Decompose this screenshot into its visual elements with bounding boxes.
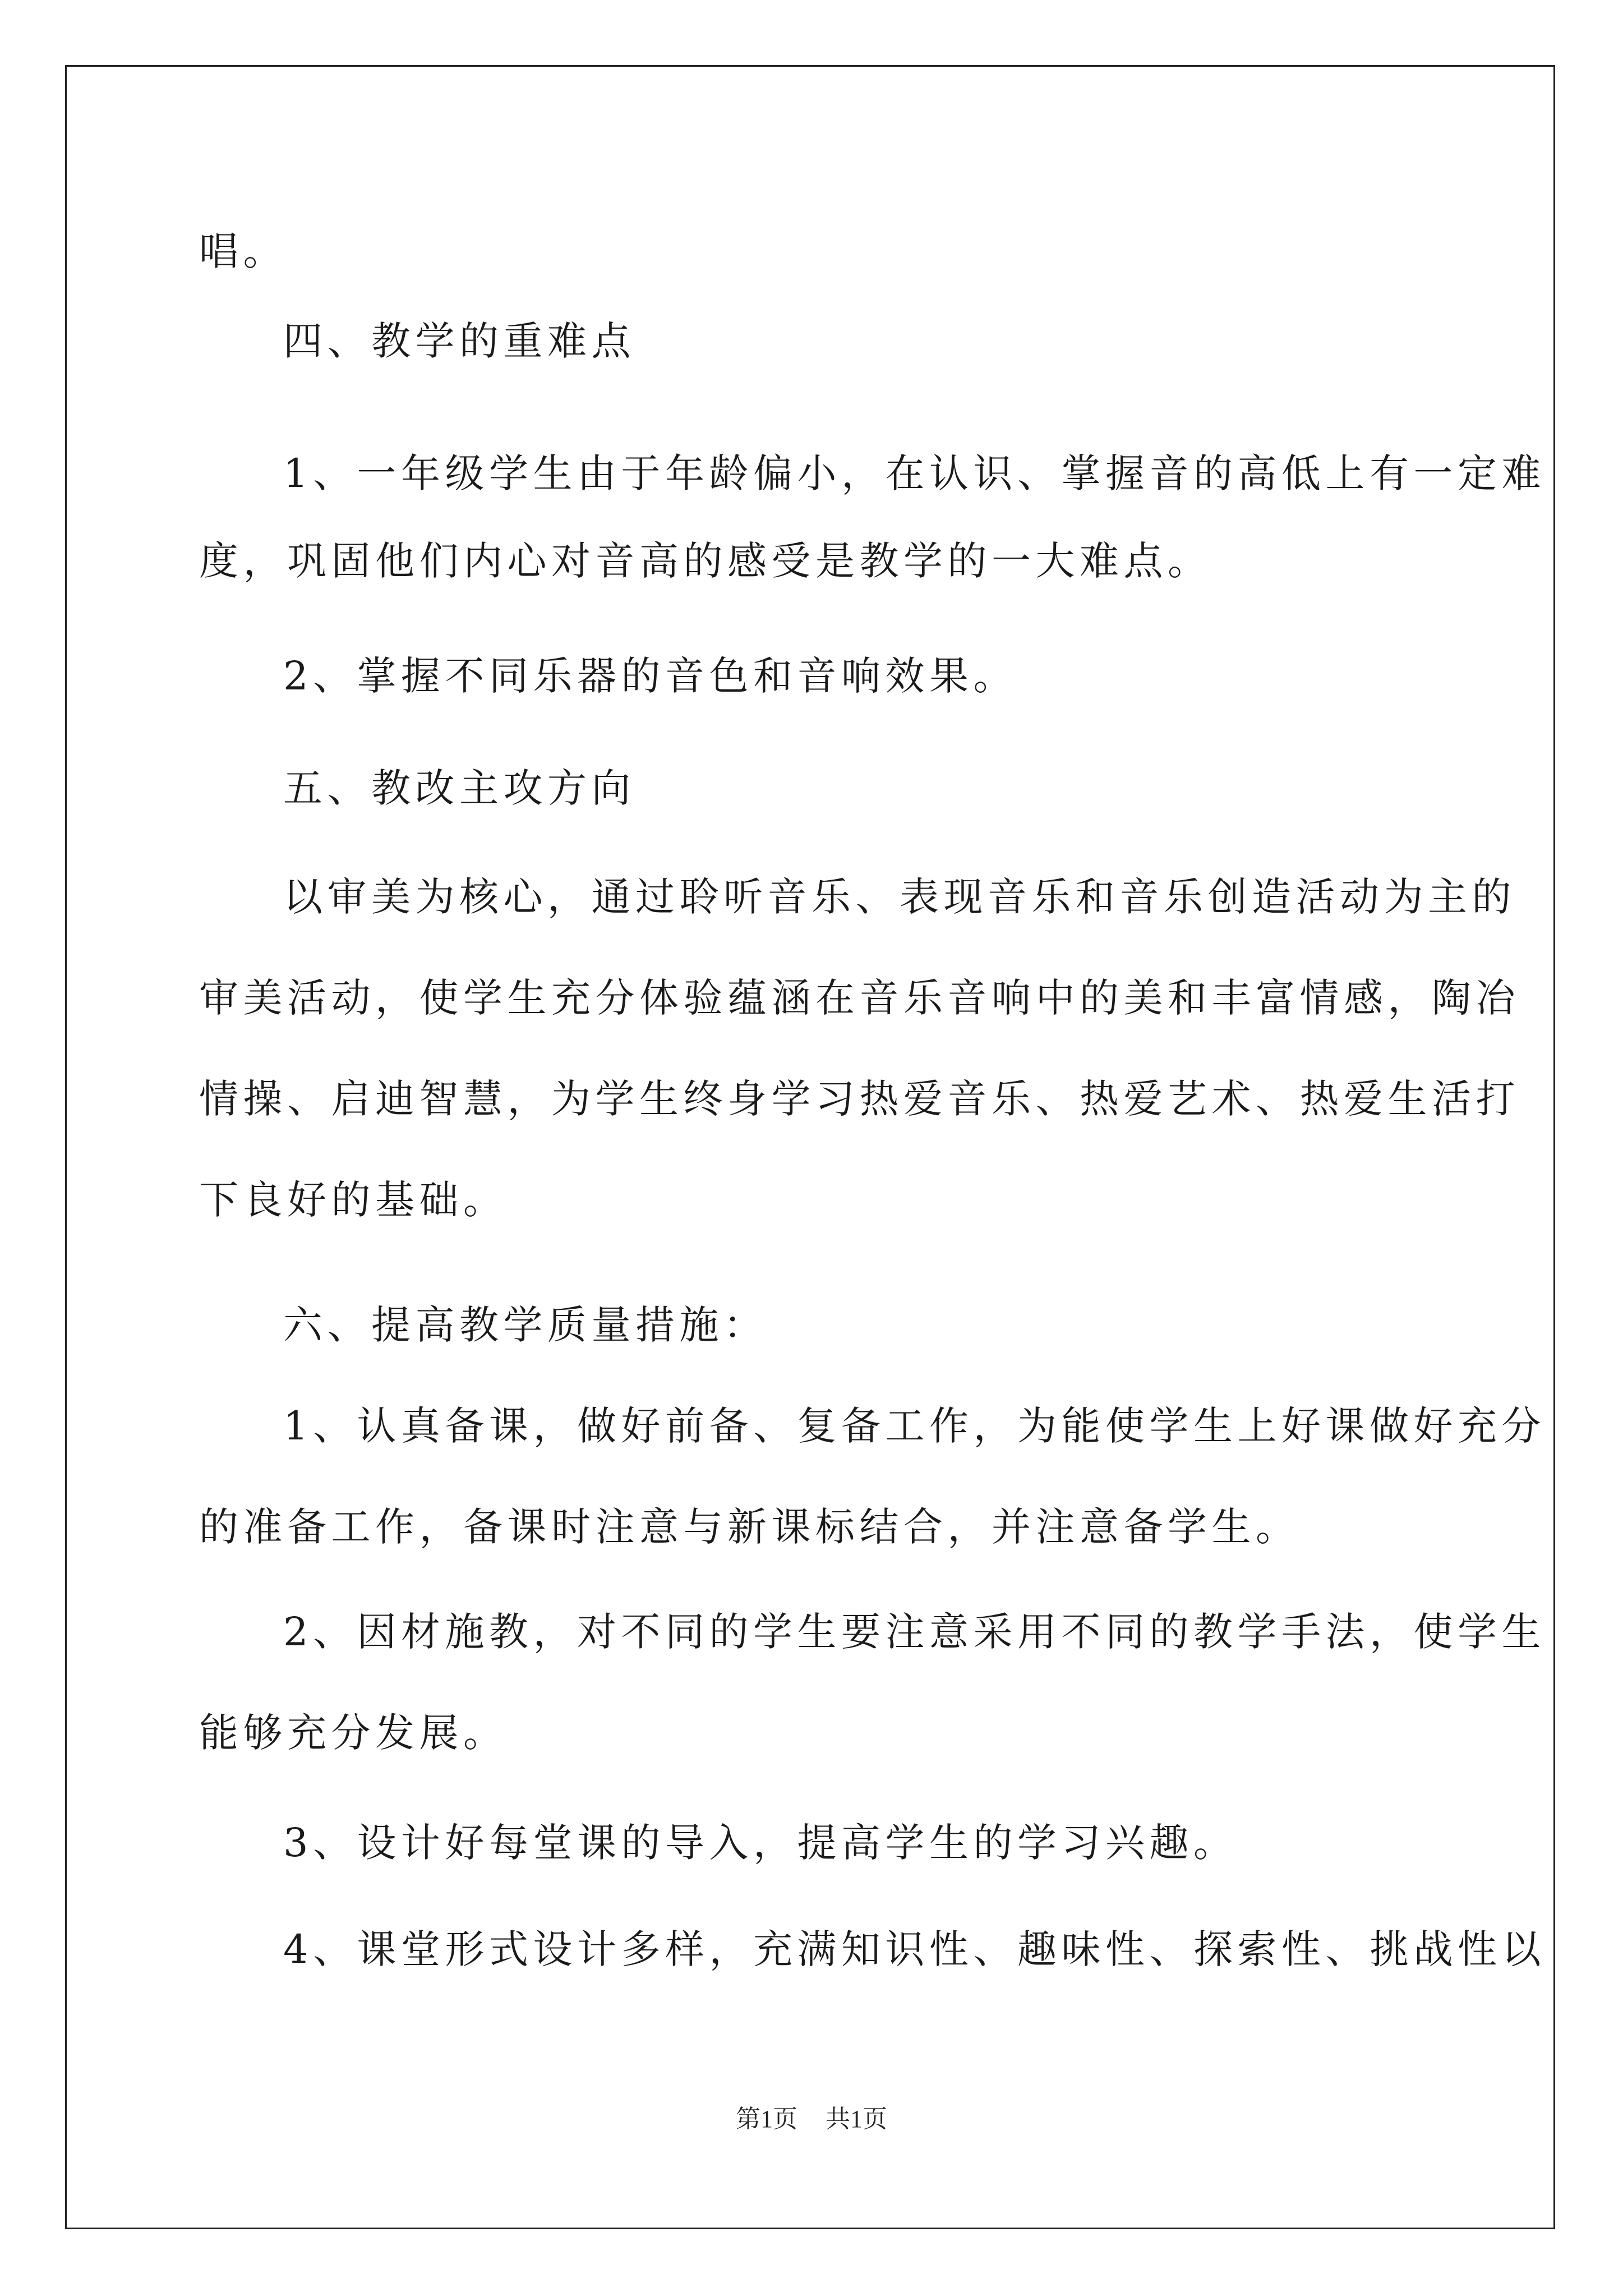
- page-total: 共1页: [826, 2105, 887, 2133]
- section-heading: 五、教改主攻方向: [283, 765, 635, 811]
- text-line: 度，巩固他们内心对音高的感受是教学的一大难点。: [199, 538, 1212, 584]
- page-footer: [0, 2102, 1623, 2136]
- text-line: 情操、启迪智慧，为学生终身学习热爱音乐、热爱艺术、热爱生活打: [199, 1076, 1520, 1122]
- section-heading: 六、提高教学质量措施：: [283, 1302, 768, 1348]
- text-line: 1、一年级学生由于年龄偏小，在认识、掌握音的高低上有一定难: [283, 450, 1546, 496]
- text-line: 以审美为核心，通过聆听音乐、表现音乐和音乐创造活动为主的: [283, 874, 1516, 920]
- text-line: 唱。: [199, 228, 287, 274]
- text-line: 3、设计好每堂课的导入，提高学生的学习兴趣。: [283, 1820, 1238, 1866]
- page-number: 第1页: [736, 2105, 797, 2133]
- text-line: 能够充分发展。: [199, 1710, 508, 1756]
- page-border: [65, 65, 1555, 2229]
- text-line: 1、认真备课，做好前备、复备工作，为能使学生上好课做好充分: [283, 1403, 1546, 1449]
- text-line: 下良好的基础。: [199, 1177, 508, 1223]
- text-line: 2、掌握不同乐器的音色和音响效果。: [283, 653, 1018, 699]
- text-line: 的准备工作，备课时注意与新课标结合，并注意备学生。: [199, 1504, 1300, 1550]
- text-line: 2、因材施教，对不同的学生要注意采用不同的教学手法，使学生: [283, 1609, 1546, 1655]
- section-heading: 四、教学的重难点: [283, 318, 635, 364]
- text-line: 审美活动，使学生充分体验蕴涵在音乐音响中的美和丰富情感，陶冶: [199, 975, 1520, 1021]
- text-line: 4、课堂形式设计多样，充满知识性、趣味性、探索性、挑战性以: [283, 1926, 1546, 1972]
